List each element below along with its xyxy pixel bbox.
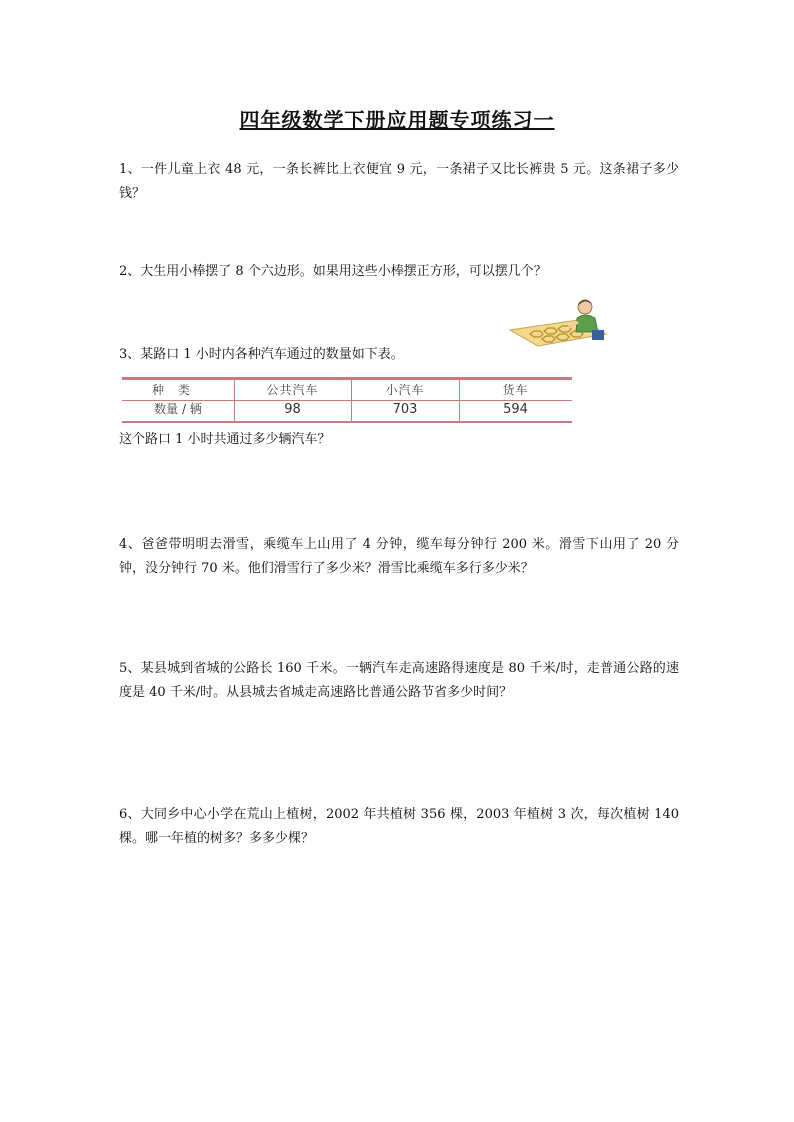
table-row <box>122 399 572 420</box>
table-cell: 703 <box>392 402 418 417</box>
question-3: 3、某路口 1 小时内各种汽车通过的数量如下表。 <box>119 347 404 362</box>
question-4: 4、爸爸带明明去滑雪，乘缆车上山用了 4 分钟，缆车每分钟行 200 米。滑雪下山用了 20 分钟，没分钟行 70 米。他们滑雪行了多少米？滑雪比乘缆车多行多少米？ <box>119 537 679 576</box>
question-2: 2、大生用小棒摆了 8 个六边形。如果用这些小棒摆正方形，可以摆几个？ <box>119 264 547 279</box>
table-cell: 98 <box>284 402 301 417</box>
question-1: 1、一件儿童上衣 48 元，一条长裤比上衣便宜 9 元，一条裙子又比长裤贵 5 元。这条裙子多少钱？ <box>119 162 679 201</box>
table-cell: 594 <box>503 402 528 417</box>
table-header-cell: 小汽车 <box>385 383 425 397</box>
table-header-row <box>122 380 572 401</box>
table-header-cell: 公共汽车 <box>266 383 319 397</box>
page-title: 四年级数学下册应用题专项练习一 <box>239 108 555 132</box>
vehicle-count-table <box>122 377 572 423</box>
question-3-followup: 这个路口 1 小时共通过多少辆汽车？ <box>119 432 331 447</box>
table-row-label: 数量 / 辆 <box>154 402 202 416</box>
question-6: 6、大同乡中心小学在荒山上植树，2002 年共植树 356 棵，2003 年植树 3 次，每次植树 140 棵。哪一年植的树多？多多少棵？ <box>119 807 679 846</box>
question-5: 5、某县城到省城的公路长 160 千米。一辆汽车走高速路得速度是 80 千米/时，走普通公路的速度是 40 千米/时。从县城去省城走高速路比普通公路节省多少时间？ <box>119 661 679 700</box>
boy-with-hexagon-sticks-icon <box>508 296 610 350</box>
table-header-cell: 种类 <box>151 383 204 397</box>
table-bottom-rule <box>122 421 572 423</box>
table-header-cell: 货车 <box>502 383 529 397</box>
